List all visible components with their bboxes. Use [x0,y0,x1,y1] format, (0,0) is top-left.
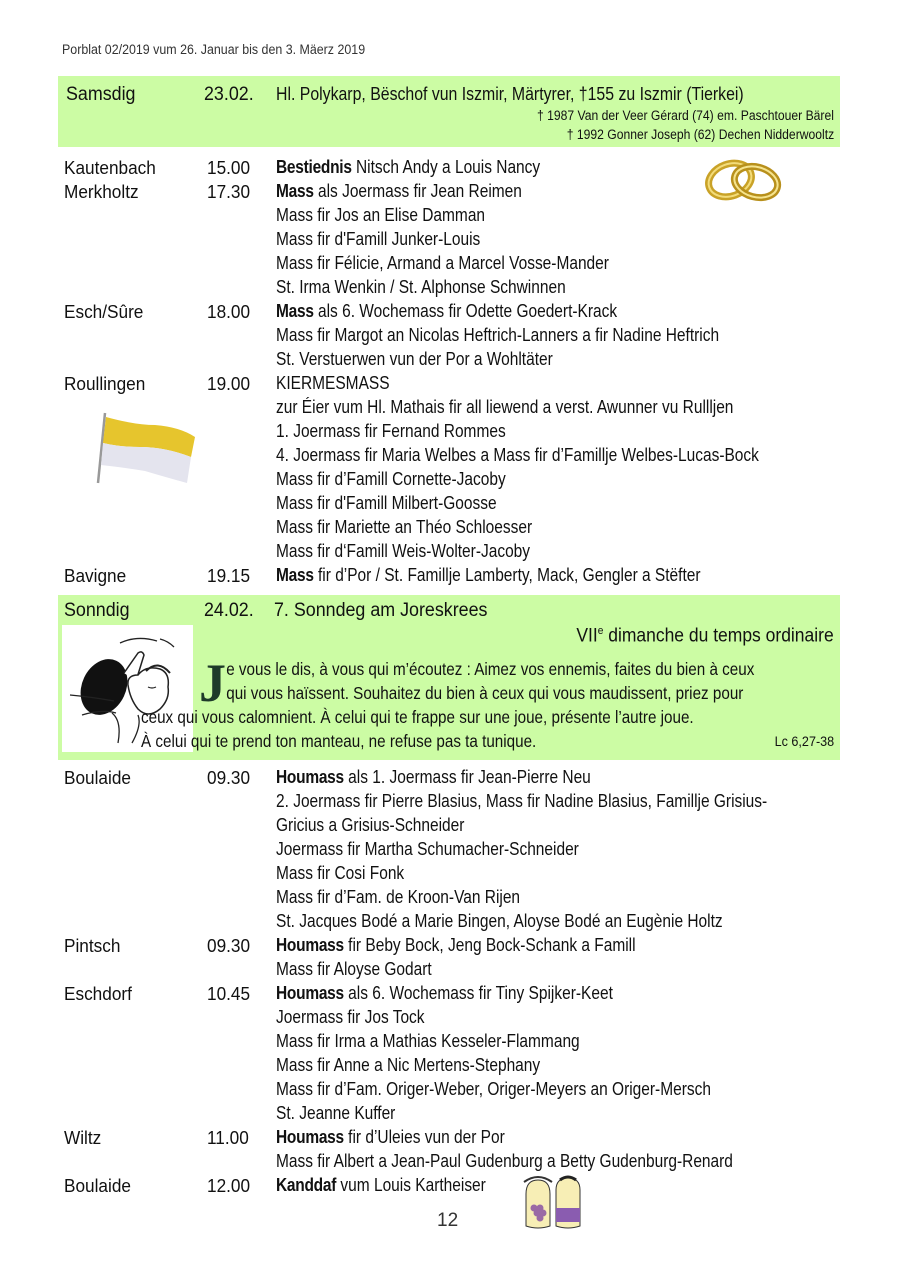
service-entry: Mass als 6. Wochemass fir Odette Goedert-Krack [276,301,618,321]
service-place: Pintsch [64,935,121,956]
saturday-header-block [58,76,840,147]
service-type: Kanddaf [276,1175,337,1195]
service-entry: Houmass fir Beby Bock, Jeng Bock-Schank a Famill [276,935,636,955]
day-label: Sonndig [64,600,130,621]
service-entry: Mass als Joermass fir Jean Reimen [276,181,522,201]
subtitle-sup: e [598,625,604,637]
service-place: Eschdorf [64,983,132,1004]
wedding-rings-icon [700,152,790,209]
page-number: 12 [437,1210,459,1231]
service-place: Wiltz [64,1127,102,1148]
service-row [0,301,900,325]
service-time: 15.00 [207,157,251,178]
service-row [0,1055,900,1079]
gospel-line: qui vous haïssent. Souhaitez du bien à ceux qui vous maudissent, priez pour [226,683,744,703]
service-entry: KIERMESMASS [276,373,390,393]
service-row [0,791,900,815]
bulletin-header: Porblat 02/2019 vum 26. Januar bis den 3. Mäerz 2019 [62,42,366,57]
service-entry: Kanddaf vum Louis Kartheiser [276,1175,486,1195]
service-time: 10.45 [207,983,251,1004]
obituary-line: † 1987 Van der Veer Gérard (74) em. Paschtouer Bärel [537,108,834,123]
day-label: Samsdig [66,84,136,105]
service-row [0,839,900,863]
sunday-header-block [58,595,840,760]
service-row [0,229,900,253]
service-type: Mass [276,565,314,585]
service-row [0,1007,900,1031]
service-row [0,373,900,397]
obituary-line: † 1992 Gonner Joseph (62) Dechen Nidderwooltz [566,127,834,142]
service-time: 12.00 [207,1175,251,1196]
service-row [0,1079,900,1103]
gospel-line: À celui qui te prend ton manteau, ne refuse pas ta tunique. [141,731,537,751]
service-row [0,767,900,791]
feast-title: Hl. Polykarp, Bëschof vun Iszmir, Märtyrer, †155 zu Iszmir (Tierkei) [276,84,744,104]
service-row [0,517,900,541]
service-time: 09.30 [207,767,251,788]
service-entry: St. Jeanne Kuffer [276,1103,396,1123]
service-time: 19.15 [207,565,251,586]
service-entry: Mass fir Albert a Jean-Paul Gudenburg a Betty Gudenburg-Renard [276,1151,733,1171]
sunday-subtitle [577,625,834,647]
children-with-grapes-illustration [520,1174,588,1237]
service-row [0,911,900,935]
service-entry: Joermass fir Jos Tock [276,1007,425,1027]
service-type: Mass [276,301,314,321]
service-row [0,935,900,959]
service-entry: Mass fir d’Por / St. Famillje Lamberty, Mack, Gengler a Stëfter [276,565,701,585]
service-entry: St. Verstuerwen vun der Por a Wohltäter [276,349,553,369]
service-entry: Houmass als 6. Wochemass fir Tiny Spijker-Keet [276,983,613,1003]
service-type: Mass [276,181,314,201]
service-entry: Mass fir d’Famill Cornette-Jacoby [276,469,506,489]
service-row [0,325,900,349]
subtitle-numeral: VII [576,625,599,647]
service-entry: Mass fir Félicie, Armand a Marcel Vosse-Mander [276,253,609,273]
service-place: Merkholtz [64,181,139,202]
service-place: Boulaide [64,767,131,788]
service-entry: Mass fir Mariette an Théo Schloesser [276,517,533,537]
service-row [0,493,900,517]
service-row [0,541,900,565]
service-time: 09.30 [207,935,251,956]
service-type: Houmass [276,1127,344,1147]
service-entry: Houmass als 1. Joermass fir Jean-Pierre Neu [276,767,591,787]
service-time: 11.00 [207,1127,249,1148]
service-entry: Gricius a Grisius-Schneider [276,815,465,835]
service-time: 19.00 [207,373,251,394]
service-entry: 4. Joermass fir Maria Welbes a Mass fir d’Famillje Welbes-Lucas-Bock [276,445,759,465]
gospel-line: ceux qui vous calomnient. À celui qui te frappe sur une joue, présente l’autre joue. [141,707,694,727]
service-row [0,1031,900,1055]
service-row [0,863,900,887]
service-row [0,1103,900,1127]
service-place: Kautenbach [64,157,156,178]
subtitle-text: dimanche du temps ordinaire [603,625,834,647]
service-row [0,277,900,301]
service-place: Boulaide [64,1175,131,1196]
service-entry: Mass fir d'Famill Milbert-Goosse [276,493,497,513]
service-row [0,1151,900,1175]
service-entry: Mass fir d'Famill Junker-Louis [276,229,481,249]
service-place: Esch/Sûre [64,301,144,322]
service-entry: St. Irma Wenkin / St. Alphonse Schwinnen [276,277,566,297]
gospel-reference: Lc 6,27-38 [774,733,834,749]
service-entry: Mass fir d‘Famill Weis-Wolter-Jacoby [276,541,531,561]
service-entry: Mass fir Cosi Fonk [276,863,405,883]
gospel-line: e vous le dis, à vous qui m’écoutez : Aimez vos ennemis, faites du bien à ceux [226,659,755,679]
service-row [0,983,900,1007]
service-row [0,1175,900,1199]
service-time: 18.00 [207,301,251,322]
service-entry: 1. Joermass fir Fernand Rommes [276,421,506,441]
service-entry: Mass fir Anne a Nic Mertens-Stephany [276,1055,541,1075]
service-row [0,253,900,277]
service-type: Houmass [276,767,344,787]
service-row [0,815,900,839]
service-entry: St. Jacques Bodé a Marie Bingen, Aloyse Bodé an Eugènie Holtz [276,911,723,931]
gospel-dropcap: J [199,653,226,713]
papal-flag-icon [95,405,200,495]
sunday-title: 7. Sonndeg am Joreskrees [274,600,488,621]
service-entry: Mass fir Aloyse Godart [276,959,432,979]
service-type: Houmass [276,935,344,955]
service-type: Houmass [276,983,344,1003]
service-entry: Mass fir Jos an Elise Damman [276,205,486,225]
gospel-quote [141,653,834,753]
service-entry: Joermass fir Martha Schumacher-Schneider [276,839,579,859]
service-entry: Mass fir d’Fam. Origer-Weber, Origer-Meyers an Origer-Mersch [276,1079,711,1099]
date-label: 23.02. [204,84,254,105]
service-entry: Houmass fir d’Uleies vun der Por [276,1127,505,1147]
service-entry: 2. Joermass fir Pierre Blasius, Mass fir Nadine Blasius, Famillje Grisius- [276,791,768,811]
service-entry: Mass fir d’Fam. de Kroon-Van Rijen [276,887,521,907]
service-entry: zur Éier vum Hl. Mathais fir all liewend a verst. Awunner vu Rullljen [276,397,734,417]
service-row [0,349,900,373]
service-place: Roullingen [64,373,146,394]
service-place: Bavigne [64,565,127,586]
service-row [0,1127,900,1151]
service-row [0,887,900,911]
date-label: 24.02. [204,600,254,621]
service-row [0,959,900,983]
service-type: Bestiednis [276,157,352,177]
service-row [0,565,900,589]
service-entry: Mass fir Margot an Nicolas Heftrich-Lanners a fir Nadine Heftrich [276,325,720,345]
service-entry: Mass fir Irma a Mathias Kesseler-Flammang [276,1031,580,1051]
service-entry: Bestiednis Nitsch Andy a Louis Nancy [276,157,541,177]
service-time: 17.30 [207,181,251,202]
